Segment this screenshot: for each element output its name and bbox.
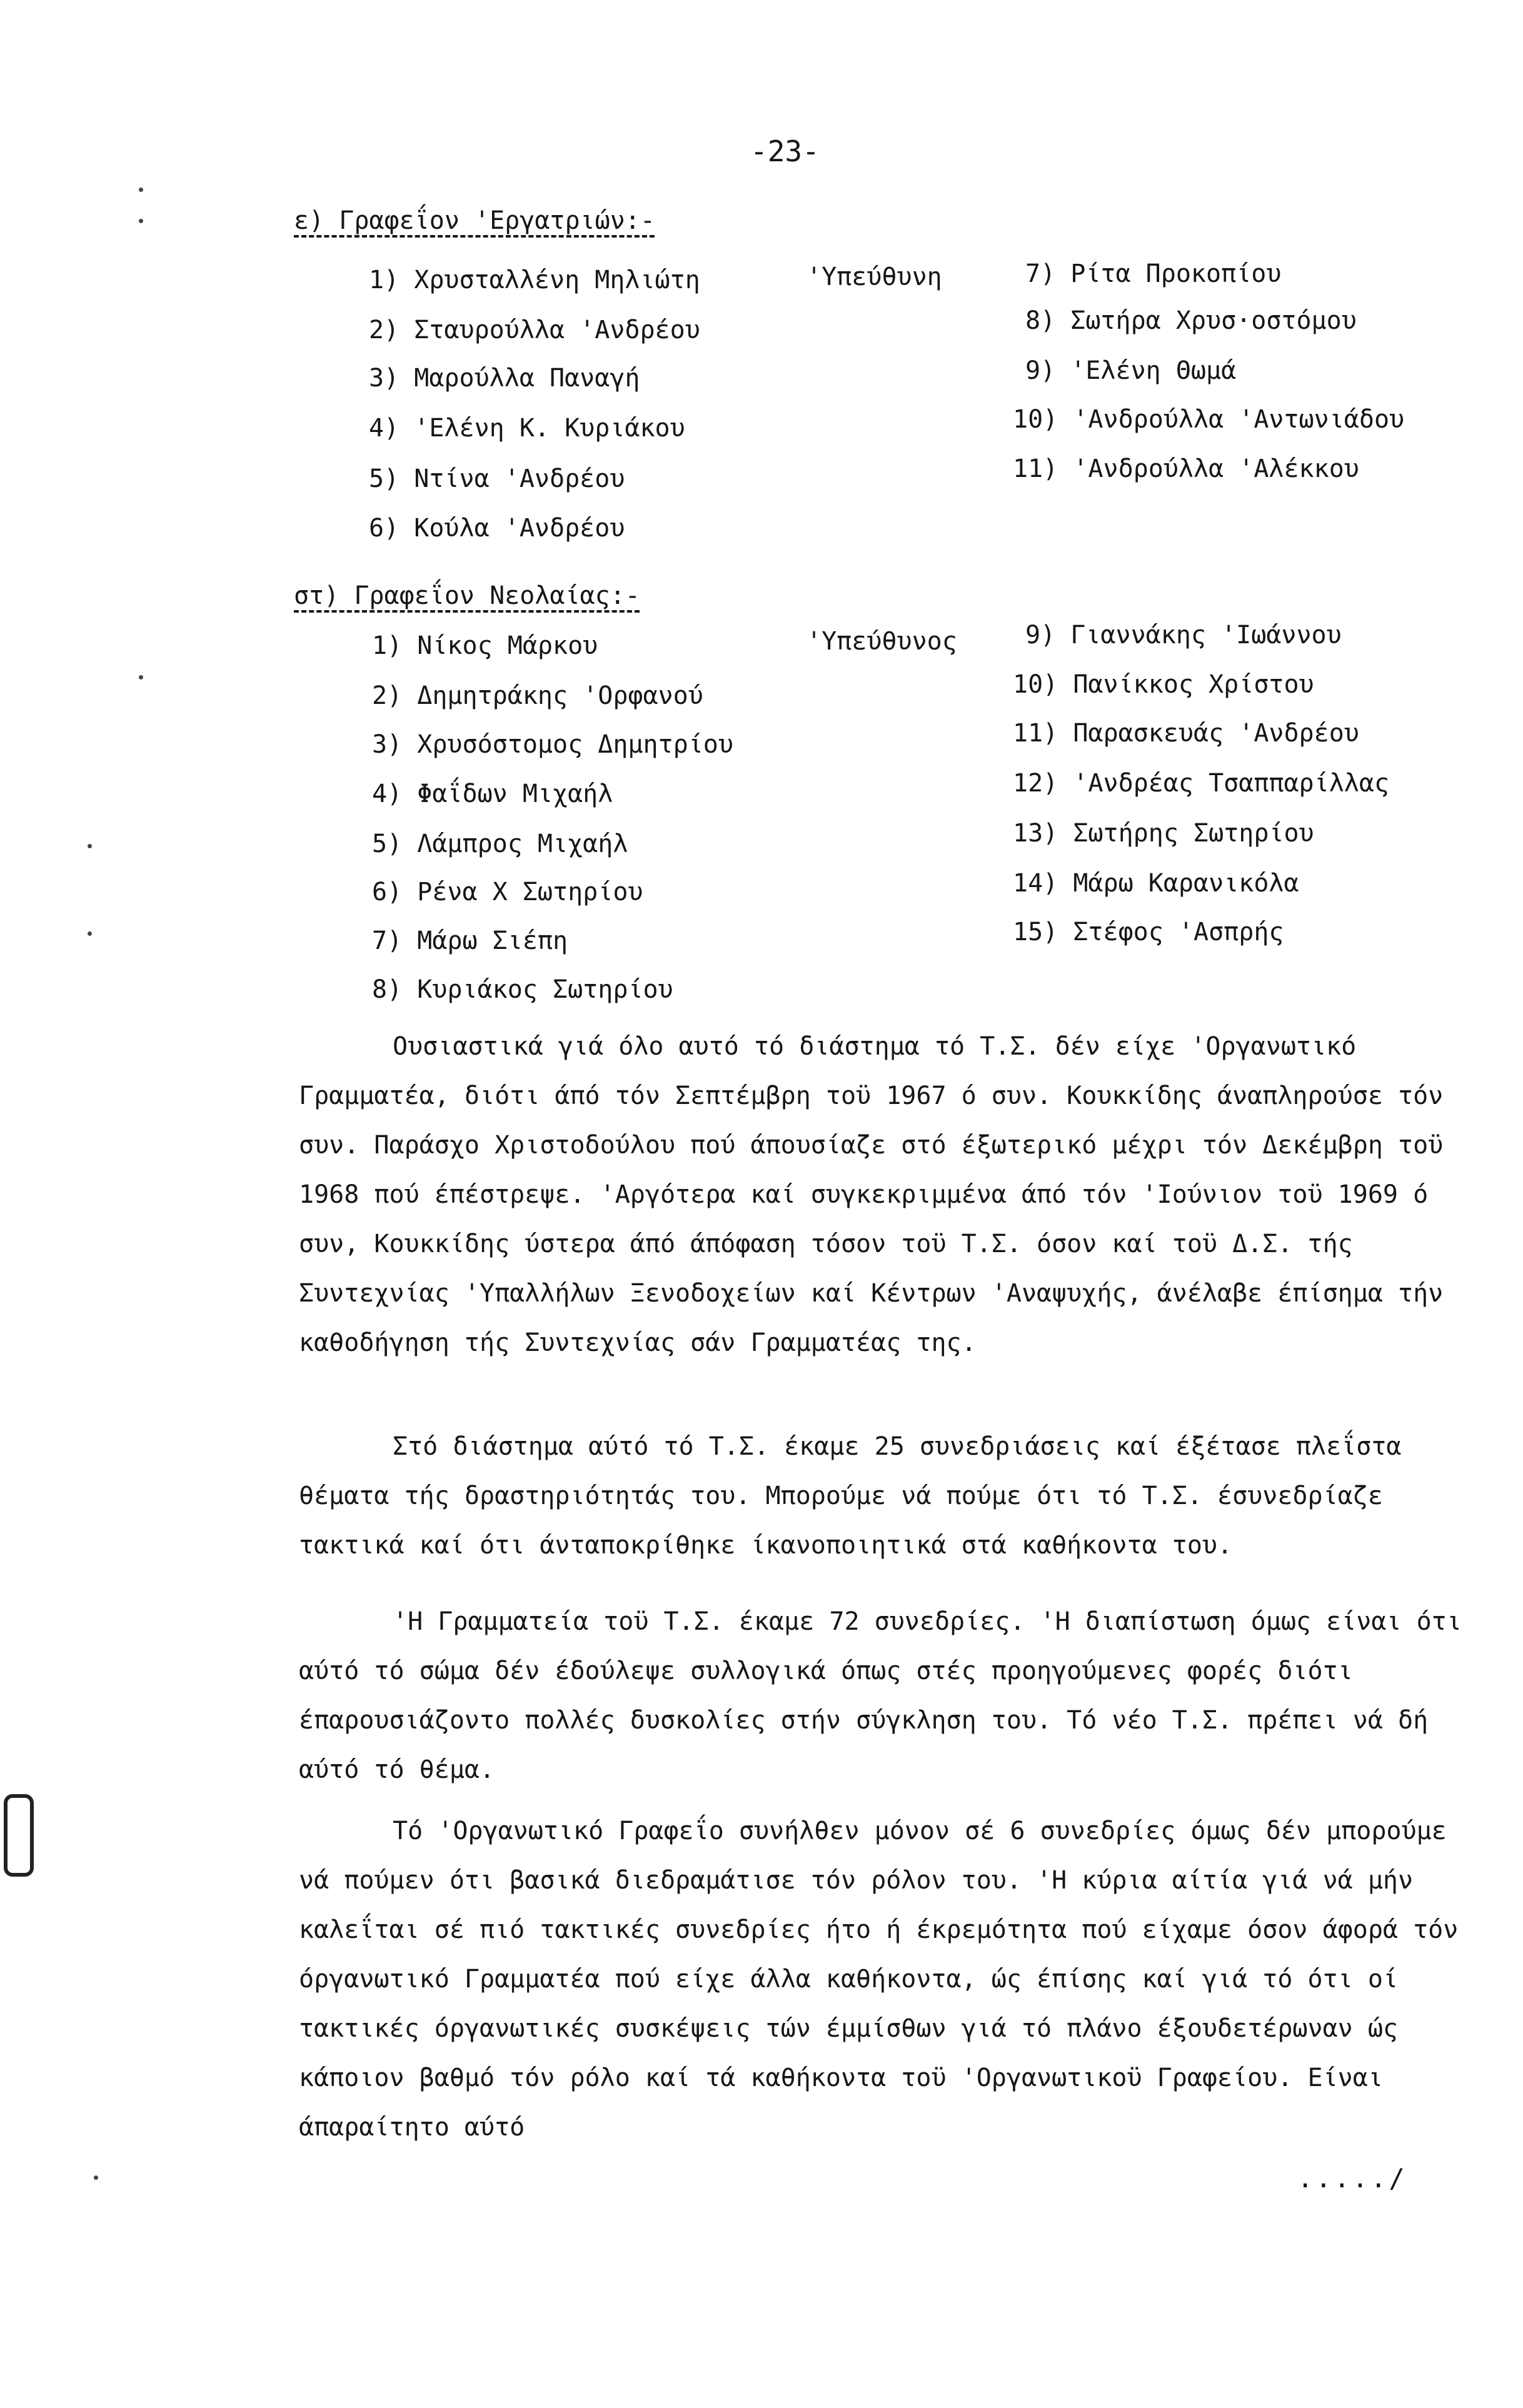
scan-speck <box>139 219 143 223</box>
section-st-left-item: 6) Ρένα Χ Σωτηρίου <box>372 878 643 906</box>
body-paragraph: Τό 'Οργανωτικό Γραφεΐο συνήλθεν μόνον σέ 6 συνεδρίες όμως δέν μπορούμε νά πούμεν ότι βασικά διεδραμάτισε τόν ρόλον του. 'Η κύρια αίτία γιά νά μήν καλεΐται σέ πιό τακτικές συνεδρίες ήτο ή έκρεμότητα πού είχαμε όσον άφορά τόν όργανωτικό Γραμματέα πού είχε άλλα καθήκοντα, ώς έπίσης καί γιά τό ότι οί τακτικές όργανωτικές συσκέψεις τών έμμίσθων γιά τό πλάνο έξουδετέρωναν ώς κάποιον βαθμό τόν ρόλο καί τά καθήκοντα τοϋ 'Οργανωτικοϋ Γραφείου. Είναι άπαραίτητο αύτό <box>299 1817 1459 2142</box>
section-e-left-item: 6) Κούλα 'Ανδρέου <box>369 514 625 543</box>
section-st-right-item: 15) Στέφος 'Ασπρής <box>1013 918 1284 946</box>
section-st-right-item: 14) Μάρω Καρανικόλα <box>1013 869 1299 898</box>
binding-clip-mark <box>4 1794 34 1877</box>
section-e-right-item: 7) Ρίτα Προκοπίου <box>1025 259 1282 288</box>
section-e-right-item: 8) Σωτήρα Χρυσ·οστόμου <box>1025 306 1357 335</box>
section-e-left-item: 2) Σταυρούλλα 'Ανδρέου <box>369 316 700 344</box>
body-paragraph: 'Η Γραμματεία τοϋ Τ.Σ. έκαμε 72 συνεδρίες. 'Η διαπίστωση όμως είναι ότι αύτό τό σώμα δέν έδούλεψε συλλογικά όπως στές προηγούμενες φορές διότι έπαρουσιάζοντο πολλές δυσκολίες στήν σύγκληση του. Τό νέο Τ.Σ. πρέπει νά δή αύτό τό θέμα. <box>299 1607 1462 1784</box>
section-st-left-item: 3) Χρυσόστομος Δημητρίου <box>372 730 733 759</box>
scan-speck <box>139 188 143 192</box>
section-e-left-item: 1) Χρυσταλλένη Μηλιώτη <box>369 266 700 294</box>
section-st-left-item: 4) Φαΐδων Μιχαήλ <box>372 780 613 808</box>
section-e-right-item: 10) 'Ανδρούλλα 'Αντωνιάδου <box>1013 405 1405 434</box>
section-st-left-item: 7) Μάρω Σιέπη <box>372 926 568 955</box>
section-e-right-item: 9) 'Ελένη Θωμά <box>1025 356 1237 385</box>
continuation-mark: ...../ <box>1297 2163 1407 2194</box>
section-st-left-item: 8) Κυριάκος Σωτηρίου <box>372 975 673 1004</box>
section-st-role: 'Υπεύθυνος <box>807 627 957 656</box>
scan-speck <box>94 2175 98 2180</box>
section-e-right-item: 11) 'Ανδρούλλα 'Αλέκκου <box>1013 454 1359 483</box>
section-st-left-item: 1) Νίκος Μάρκου <box>372 631 598 660</box>
body-paragraph: Στό διάστημα αύτό τό Τ.Σ. έκαμε 25 συνεδριάσεις καί έξέτασε πλεΐστα θέματα τής δραστηριότητάς του. Μπορούμε νά πούμε ότι τό Τ.Σ. έσυνεδρίαζε τακτικά καί ότι άνταποκρίθηκε ίκανοποιητικά στά καθήκοντα του. <box>299 1432 1402 1560</box>
section-e-left-item: 4) 'Ελένη Κ. Κυριάκου <box>369 414 685 443</box>
section-e-heading: ε) Γραφεΐον 'Εργατριών:- <box>294 206 655 235</box>
body-paragraph: Ουσιαστικά γιά όλο αυτό τό διάστημα τό Τ.Σ. δέν είχε 'Οργανωτικό Γραμματέα, διότι άπό τόν Σεπτέμβρη τοϋ 1967 ό συν. Κουκκίδης άναπληρούσε τόν συν. Παράσχο Χριστοδούλου πού άπουσίαζε στό έξωτερικό μέχρι τόν Δεκέμβρη τοϋ 1968 πού έπέστρεψε. 'Αργότερα καί συγκεκριμμένα άπό τόν 'Ιούνιον τοϋ 1969 ό συν, Κουκκίδης ύστερα άπό άπόφαση τόσον τοϋ Τ.Σ. όσον καί τοϋ Δ.Σ. τής Συντεχνίας 'Υπαλλήλων Ξενοδοχείων καί Κέντρων 'Αναψυχής, άνέλαβε έπίσημα τήν καθοδήγηση τής Συντεχνίας σάν Γραμματέας της. <box>299 1032 1444 1357</box>
section-st-heading: στ) Γραφεΐον Νεολαίας:- <box>294 581 640 610</box>
section-st-right-item: 12) 'Ανδρέας Τσαππαρίλλας <box>1013 769 1390 798</box>
scan-speck <box>88 844 92 848</box>
section-st-right-item: 11) Παρασκευάς 'Ανδρέου <box>1013 719 1359 748</box>
scan-speck <box>139 675 143 680</box>
page-number: -23- <box>750 134 820 168</box>
section-st-right-item: 13) Σωτήρης Σωτηρίου <box>1013 819 1314 848</box>
section-st-right-item: 9) Γιαννάκης 'Ιωάννου <box>1025 621 1342 650</box>
section-st-right-item: 10) Πανίκκος Χρίστου <box>1013 670 1314 699</box>
section-e-role: 'Υπεύθυνη <box>807 263 942 291</box>
section-e-left-item: 5) Ντίνα 'Ανδρέου <box>369 464 625 493</box>
section-e-left-item: 3) Μαρούλλα Παναγή <box>369 364 640 393</box>
section-st-left-item: 2) Δημητράκης 'Ορφανού <box>372 681 703 710</box>
scan-speck <box>88 931 92 936</box>
section-st-left-item: 5) Λάμπρος Μιχαήλ <box>372 830 628 858</box>
